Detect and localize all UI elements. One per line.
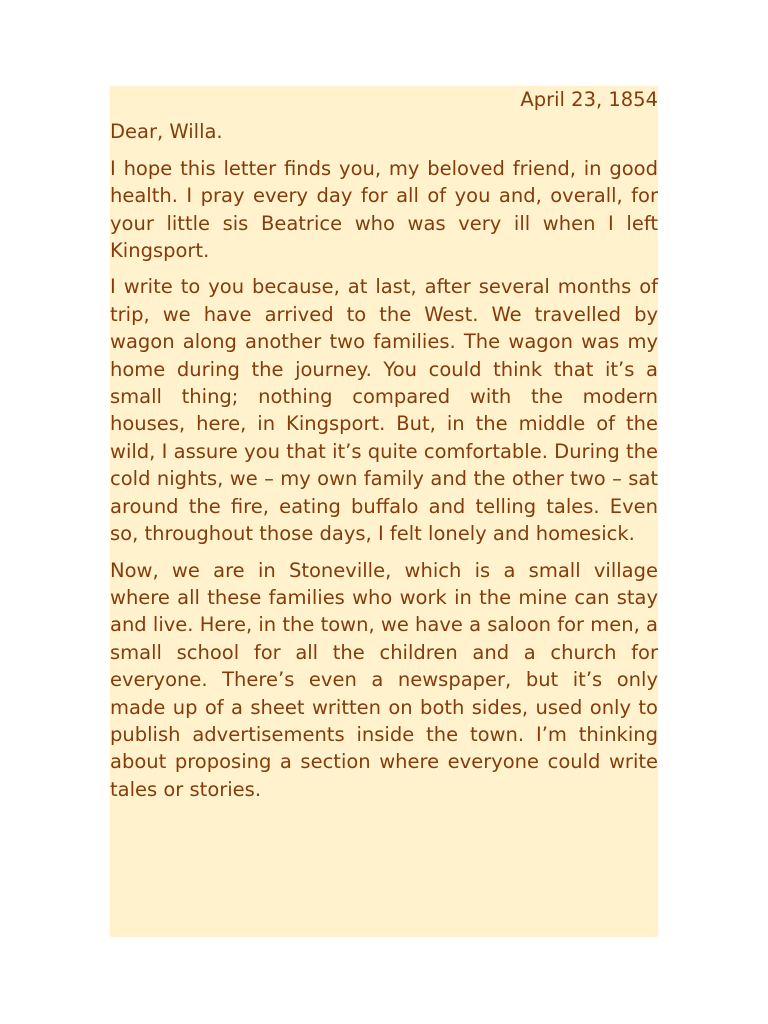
- letter-page: [110, 86, 658, 937]
- letter-paragraph-3: Now, we are in Stoneville, which is a small village where all these families who work in the mine can stay and live. Here, in the town, we have a saloon for men, a small school for all the children and a church for everyone. There’s even a newspaper, but it’s only made up of a sheet written on both sides, used only to publish advertisements inside the town. I’m thinking about proposing a section where everyone could write tales or stories.: [110, 558, 658, 801]
- letter-greeting: Dear, Willa.: [110, 120, 223, 144]
- letter-paragraph-2: I write to you because, at last, after several months of trip, we have arrived to the West. We travelled by wagon along another two families. The wagon was my home during the journey. You could think that it’s a small thing; nothing compared with the modern houses, here, in Kingsport. But, in the middle of the wild, I assure you that it’s quite comfortable. During the cold nights, we – my own family and the other two – sat around the fire, eating buffalo and telling tales. Even so, throughout those days, I felt lonely and homesick.: [110, 275, 658, 546]
- letter-paragraph-1: I hope this letter finds you, my beloved friend, in good health. I pray every day for all of you and, overall, for your little sis Beatrice who was very ill when I left Kingsport.: [110, 156, 658, 263]
- letter-date: April 23, 1854: [520, 88, 658, 111]
